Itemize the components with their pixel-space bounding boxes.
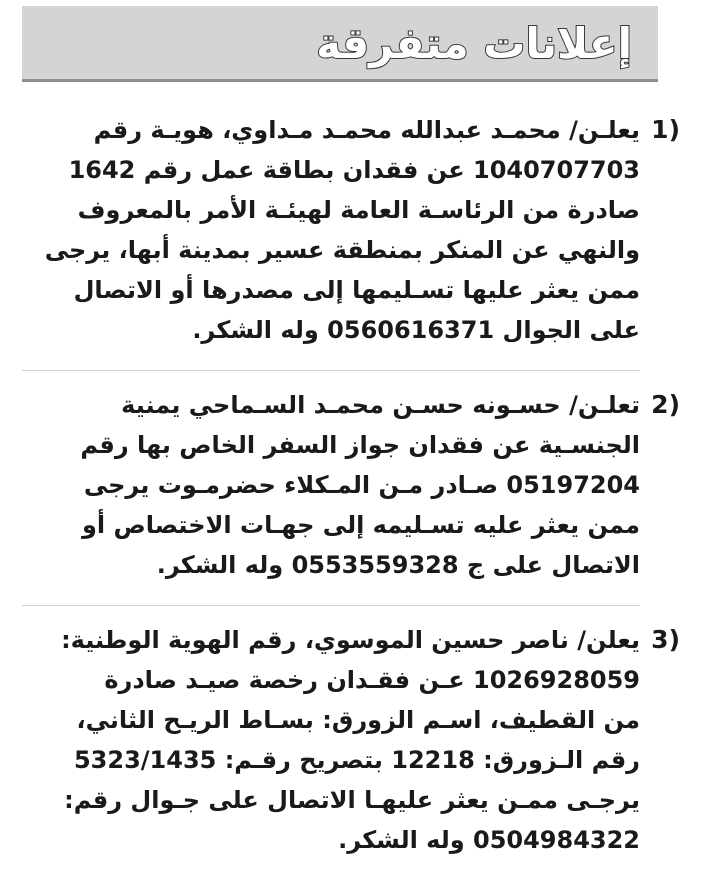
announcement-line: على الجوال 0560616371 وله الشكر.: [192, 316, 640, 344]
announcement-line: من القطيف، اسـم الزورق: بسـاط الريـح الثاني،: [76, 706, 640, 734]
announcement-line: 0504984322 وله الشكر.: [338, 826, 640, 854]
announcement-text: [22, 385, 640, 585]
announcement-line: ممن يعثر عليه تسـليمه إلى جهـات الاختصاص أو: [81, 511, 640, 539]
announcement-number: 3): [651, 625, 680, 654]
separator-rule: [22, 605, 640, 606]
announcement-line: ممن يعثر عليها تسـليمها إلى مصدرها أو الاتصال: [73, 276, 640, 304]
announcement-item: [22, 385, 680, 585]
announcements-list: [22, 110, 680, 880]
announcement-line: الجنسـية عن فقدان جواز السفر الخاص بها رقم: [80, 431, 640, 459]
announcement-line: الاتصال على ج 0553559328 وله الشكر.: [156, 551, 640, 579]
section-title: إعلانات متفرقة: [316, 19, 632, 68]
announcement-line: رقم الـزورق: 12218 بتصريح رقـم: 5323/1435: [73, 746, 640, 774]
announcement-line: والنهي عن المنكر بمنطقة عسير بمدينة أبها، يرجى: [44, 236, 640, 264]
announcement-text: [22, 620, 640, 860]
announcement-text: [22, 110, 640, 350]
announcement-line: يعلـن/ محمـد عبدالله محمـد مـداوي، هويـة رقم: [93, 116, 640, 144]
announcement-item: [22, 110, 680, 350]
announcement-line: يرجـى ممـن يعثر عليهـا الاتصال على جـوال رقم:: [64, 786, 640, 814]
separator-rule: [22, 370, 640, 371]
announcement-item: [22, 620, 680, 860]
announcement-line: صادرة من الرئاسـة العامة لهيئـة الأمر بالمعروف: [77, 196, 640, 224]
announcement-line: يعلن/ ناصر حسين الموسوي، رقم الهوية الوطنية:: [61, 626, 640, 654]
announcement-line: 05197204 صـادر مـن المـكلاء حضرمـوت يرجى: [83, 471, 640, 499]
announcement-number: 1): [651, 115, 680, 144]
announcement-line: 1026928059 عـن فقـدان رخصة صيـد صادرة: [104, 666, 640, 694]
section-header-bar: [22, 6, 658, 82]
announcement-number: 2): [651, 390, 680, 419]
announcement-line: تعلـن/ حسـونه حسـن محمـد السـماحي يمنية: [121, 391, 640, 419]
announcement-line: 1040707703 عن فقدان بطاقة عمل رقم 1642: [68, 156, 640, 184]
